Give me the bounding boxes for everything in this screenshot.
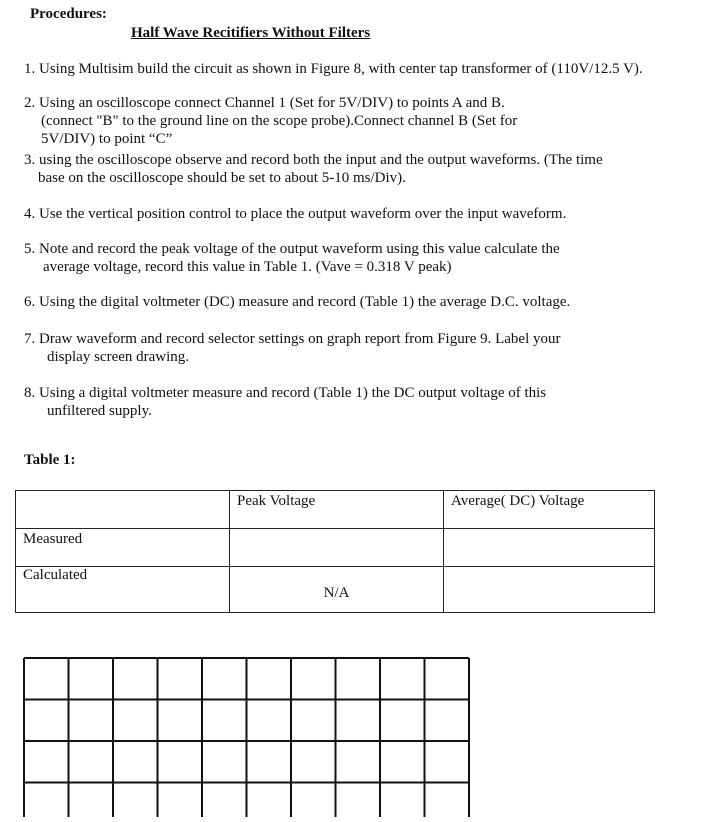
step-3 <box>24 151 603 187</box>
graph-grid <box>23 657 473 822</box>
step-8 <box>24 384 546 420</box>
step-6-line-1: 6. Using the digital voltmeter (DC) measure and record (Table 1) the average D.C. voltage. <box>24 294 571 310</box>
step-7 <box>24 330 561 366</box>
step-7-line-2: display screen drawing. <box>47 349 190 365</box>
table-cell-calculated-average[interactable] <box>444 567 655 613</box>
step-2 <box>24 94 517 148</box>
table-row-calculated <box>16 567 655 613</box>
section-title: Half Wave Recitifiers Without Filters <box>131 25 371 41</box>
table-header-average-voltage: Average( DC) Voltage <box>444 491 655 529</box>
table-cell-measured-peak[interactable] <box>230 529 444 567</box>
page-heading: Procedures: <box>30 6 107 22</box>
step-7-line-1: 7. Draw waveform and record selector settings on graph report from Figure 9. Label your <box>24 331 561 347</box>
table-cell-calculated-peak: N/A <box>230 567 444 613</box>
table-header-row <box>16 491 655 529</box>
step-2-line-1: 2. Using an oscilloscope connect Channel 1 (Set for 5V/DIV) to points A and B. <box>24 95 505 111</box>
step-3-line-1: 3. using the oscilloscope observe and record both the input and the output waveforms. (The time <box>24 152 603 168</box>
table-row-measured <box>16 529 655 567</box>
step-8-line-2: unfiltered supply. <box>47 403 152 419</box>
table-title: Table 1: <box>24 452 76 468</box>
table-row-label: Calculated <box>16 567 230 613</box>
step-6 <box>24 293 570 311</box>
table-header-peak-voltage: Peak Voltage <box>230 491 444 529</box>
step-8-line-1: 8. Using a digital voltmeter measure and record (Table 1) the DC output voltage of this <box>24 385 547 401</box>
step-1 <box>24 60 643 78</box>
step-4-line-1: 4. Use the vertical position control to place the output waveform over the input waveform. <box>24 206 567 222</box>
results-table <box>15 490 655 613</box>
step-5-line-2: average voltage, record this value in Table 1. (Vave = 0.318 V peak) <box>43 259 452 275</box>
step-3-line-2: base on the oscilloscope should be set to about 5-10 ms/Div). <box>38 170 406 186</box>
step-1-line-1: 1. Using Multisim build the circuit as shown in Figure 8, with center tap transformer of (110V/12.5 V). <box>24 61 643 77</box>
table-cell-measured-average[interactable] <box>444 529 655 567</box>
graph-grid-svg <box>23 657 473 817</box>
step-2-line-2: (connect "B" to the ground line on the scope probe).Connect channel B (Set for <box>41 113 518 129</box>
step-5-line-1: 5. Note and record the peak voltage of the output waveform using this value calculate the <box>24 241 560 257</box>
step-4 <box>24 205 566 223</box>
table-row-label: Measured <box>16 529 230 567</box>
table-header-cell-empty <box>16 491 230 529</box>
step-5 <box>24 240 560 276</box>
step-2-line-3: 5V/DIV) to point “C” <box>41 131 173 147</box>
